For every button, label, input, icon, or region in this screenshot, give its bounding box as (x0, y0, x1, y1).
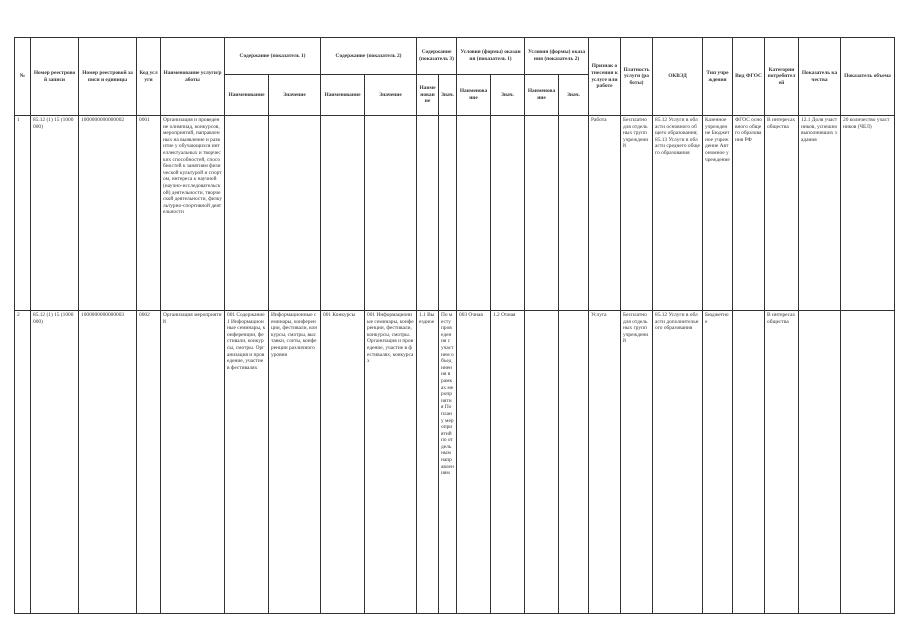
cell-u2-name (525, 311, 559, 614)
cell-service-name: Организация и проведение олимпиад, конкурсов, мероприятий, направленных на выявление и развитие у обучающихся интеллектуальных и творческих способностей, способностей к занятиям физической культурой и спортом, интереса к научной (научно-исследовательской) деятельности, творческой деятельности, физкультурно-спортивной деятельности (161, 116, 225, 311)
subheader-name: Наименование (525, 75, 559, 116)
cell-u1-value: 1.2 Очная (491, 311, 525, 614)
cell-c1-value: Информационные семинары, конференции, фестивали, конкурсы, смотры, выставки, слеты, конференции различного уровня (269, 311, 321, 614)
cell-c1-name: 001 Содержание 1 Информационные семинары, конференции, фестивали, конкурсы, смотры. Организация и проведение, участие в фестивалях (225, 311, 269, 614)
cell-okved: 85.12 Услуги в области основного общего образования; 85.13 Услуги в области среднего общего образования (653, 116, 703, 311)
header-condition-2: Условия (формы) оказания (показатель 2) (525, 38, 589, 75)
header-category: Категории потребителей (765, 38, 799, 116)
cell-no: 1 (15, 116, 31, 311)
cell-reg: 85.12 (1) 15 (1000000) (31, 116, 79, 311)
cell-code: 0001 (137, 116, 161, 311)
cell-volume: 20 количество участников (ЧЕЛ) (841, 116, 895, 311)
cell-code: 0002 (137, 311, 161, 614)
registry-table-sheet (14, 37, 894, 611)
cell-type: Работа (589, 116, 621, 311)
cell-type: Услуга (589, 311, 621, 614)
header-code: Код услуги (137, 38, 161, 116)
cell-c2-name (321, 116, 365, 311)
header-reg-number-alt: Номер реестровой записи и единицы (79, 38, 137, 116)
cell-u2-value (559, 311, 589, 614)
cell-c1-value (269, 116, 321, 311)
cell-c3-name (417, 116, 439, 311)
subheader-name: Наименование (225, 75, 269, 116)
subheader-value: Знач. (559, 75, 589, 116)
cell-u1-value (491, 116, 525, 311)
cell-quality: 12.1 Доля участников, успешно выполнивших задания (799, 116, 841, 311)
cell-c1-name (225, 116, 269, 311)
header-volume: Показатель объема (841, 38, 895, 116)
cell-fgos (733, 311, 765, 614)
subheader-value: Значение (365, 75, 417, 116)
cell-reg: 85.12 (1) 15 (1000000) (31, 311, 79, 614)
cell-category: В интересах общества (765, 116, 799, 311)
cell-c3-name: 1.1 Выездное (417, 311, 439, 614)
table-row (15, 116, 895, 311)
cell-c3-value (439, 116, 457, 311)
registry-table (14, 37, 895, 614)
cell-reg2: 1000000000000002 (79, 116, 137, 311)
header-content-2: Содержание (показатель 2) (321, 38, 417, 75)
header-no: № (15, 38, 31, 116)
header-okved: ОКВЭД (653, 38, 703, 116)
cell-institution-type: Казенное учреждение Бюджетное учреждение Автономное учреждение (703, 116, 733, 311)
cell-category: В интересах общества (765, 311, 799, 614)
subheader-name: Наименование (457, 75, 491, 116)
header-payment: Платность услуги (работы) (621, 38, 653, 116)
cell-c3-value: По месту проведения с участием объединения в рамках мероприятия По плану мероприятий по отдельным направлениям (439, 311, 457, 614)
header-reg-number: Номер реестровой записи (31, 38, 79, 116)
subheader-value: Значение (269, 75, 321, 116)
cell-u1-name (457, 116, 491, 311)
cell-no: 2 (15, 311, 31, 614)
cell-u2-name (525, 116, 559, 311)
table-row (15, 311, 895, 614)
header-service-name: Наименование услуги/работы (161, 38, 225, 116)
cell-payment: Бесплатно для отдельных групп учреждений (621, 116, 653, 311)
header-condition-1: Условия (формы) оказания (показатель 1) (457, 38, 525, 75)
subheader-value: Знач. (491, 75, 525, 116)
header-content-1: Содержание (показатель 1) (225, 38, 321, 75)
header-quality: Показатель качества (799, 38, 841, 116)
cell-u1-name: 003 Очная (457, 311, 491, 614)
cell-quality (799, 311, 841, 614)
cell-volume (841, 311, 895, 614)
subheader-name: Наименование (417, 75, 439, 116)
cell-okved: 85.12 Услуги в области дополнительного образования (653, 311, 703, 614)
cell-c2-value: 001 Информационные семинары, конференции, фестивали, конкурсы, смотры. Организация и проведение, участие в фестивалях, конкурсах (365, 311, 417, 614)
header-institution-type: Тип учреждения (703, 38, 733, 116)
subheader-name: Наименование (321, 75, 365, 116)
cell-u2-value (559, 116, 589, 311)
cell-c2-value (365, 116, 417, 311)
header-content-3: Содержание (показатель 3) (417, 38, 457, 75)
header-fgos: Вид ФГОС (733, 38, 765, 116)
cell-fgos: ФГОС основного общего образования РФ (733, 116, 765, 311)
cell-institution-type: Бюджетное (703, 311, 733, 614)
cell-payment: Бесплатно для отдельных групп учреждений (621, 311, 653, 614)
cell-reg2: 1000000000000003 (79, 311, 137, 614)
header-type: Признак отнесения к услуге или работе (589, 38, 621, 116)
cell-c2-name: 001 Конкурсы (321, 311, 365, 614)
cell-service-name: Организация мероприятий (161, 311, 225, 614)
subheader-value: Знач. (439, 75, 457, 116)
